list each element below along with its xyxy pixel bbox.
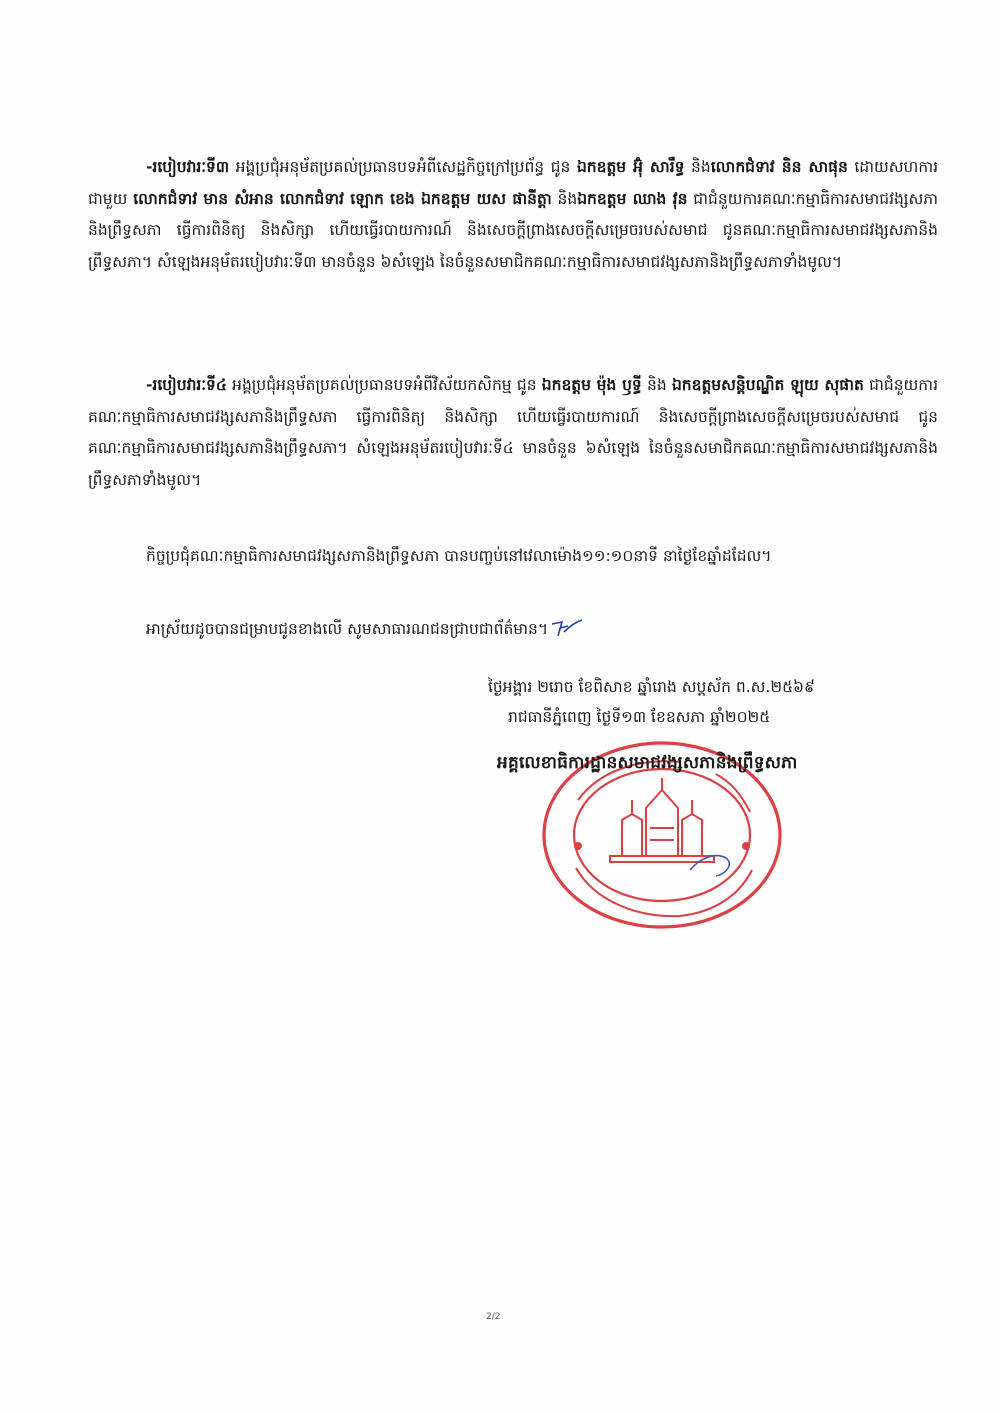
agenda-label: -របៀបវារៈទី៤ — [146, 376, 227, 394]
date-block — [488, 672, 958, 732]
paragraph-meeting-end: កិច្ចប្រជុំគណៈកម្មាធិការសមាជវង្សសភានិងព្រឹទ្ធសភា បានបញ្ចប់នៅវេលាម៉ោង១១:១០នាទី នាថ្ងៃខែឆ្នាំដដែល។ — [146, 547, 772, 565]
person-name: លោកជំទាវ មាន សំអាន លោកជំទាវ ឡោក ខេង ឯកឧត្តម យស ផាន់ីត្តា — [133, 189, 552, 208]
initial-mark-icon — [550, 618, 584, 638]
person-name: ឯកឧត្តម ឈាង វុន — [577, 189, 688, 208]
person-name: ឯកឧត្តមសន្តិបណ្ឌិត ឡុយ សុផាត — [671, 376, 864, 394]
paragraph-closing — [88, 614, 938, 646]
paragraph-text: ដោយសហការជាមួយ — [88, 158, 938, 208]
paragraph-text: និង — [684, 158, 711, 176]
paragraph-text: ជាជំនួយការគណៈកម្មាធិការសមាជវង្សសភានិងព្រឹទ្ធសភា ធ្វើការពិនិត្យ និងសិក្សា ហើយធ្វើរបាយការណ៍ និងសេចក្ដីព្រាងសេចក្ដីសម្រេចរបស់សមាជ ជូនគណៈកម្មាធិការសមាជវង្សសភានិងព្រឹទ្ធសភា។ សំឡេងអនុម័តរបៀបវារៈទី៣ មានចំនួន ៦សំឡេង នៃចំនួនសមាជិកគណៈកម្មាធិការសមាជវង្សសភានិងព្រឹទ្ធសភាទាំងមូល។ — [88, 189, 938, 271]
paragraph-text: អង្គប្រជុំអនុម័តប្រគល់ប្រធានបទអំពីសេដ្ឋកិច្ចក្រៅប្រព័ន្ធ ជូន — [229, 158, 577, 176]
person-name: លោកជំទាវ និន សាផុន — [710, 158, 848, 176]
signature-title: អគ្គលេខាធិការដ្ឋានសមាជវង្សសភានិងព្រឹទ្ធសភា — [497, 753, 798, 773]
paragraph-agenda-3 — [88, 152, 938, 278]
paragraph-text: និង — [551, 189, 578, 208]
closing-text: អាស្រ័យដូចបានជម្រាបជូនខាងលើ សូមសាធារណជនជ្រាបជាព័ត៌មាន។ — [146, 620, 549, 638]
paragraph-text: ជាជំនួយការគណៈកម្មាធិការសមាជវង្សសភានិងព្រឹទ្ធសភា ធ្វើការពិនិត្យ និងសិក្សា ហើយធ្វើរបាយការណ៍ និងសេចក្ដីព្រាងសេចក្ដីសម្រេចរបស់សមាជ ជូន គណៈកម្មាធិការសមាជវង្សសភានិងព្រឹទ្ធសភា។ សំឡេងអនុម័តរបៀបវារៈទី៤ មានចំនួន ៦សំឡេង នៃចំនួនសមាជិកគណៈកម្មាធិការសមាជវង្សសភានិងព្រឹទ្ធសភាទាំងមូល។ — [88, 376, 938, 489]
person-name: ឯកឧត្តម អ៊ុំ សារឹទ្ធ — [576, 158, 685, 176]
page-number: 2/2 — [486, 1312, 501, 1322]
paragraph-text: អង្គប្រជុំអនុម័តប្រគល់ប្រធានបទអំពីវិស័យកសិកម្ម ជូន — [226, 376, 542, 394]
lunar-date: ថ្ងៃអង្គារ ២រោច ខែពិសាខ ឆ្នាំរោង សប្តស័ក ព.ស.២៥៦៩ — [488, 678, 816, 696]
solar-date: រាជធានីភ្នំពេញ ថ្ងៃទី១៣ ខែឧសភា ឆ្នាំ២០២៥ — [508, 708, 771, 726]
paragraph-agenda-4 — [88, 370, 938, 496]
paragraph-text: និង — [641, 376, 672, 394]
agenda-label: -របៀបវារៈទី៣ — [146, 158, 230, 176]
person-name: ឯកឧត្តម ម៉ុង ឫទ្ធី — [541, 376, 642, 394]
